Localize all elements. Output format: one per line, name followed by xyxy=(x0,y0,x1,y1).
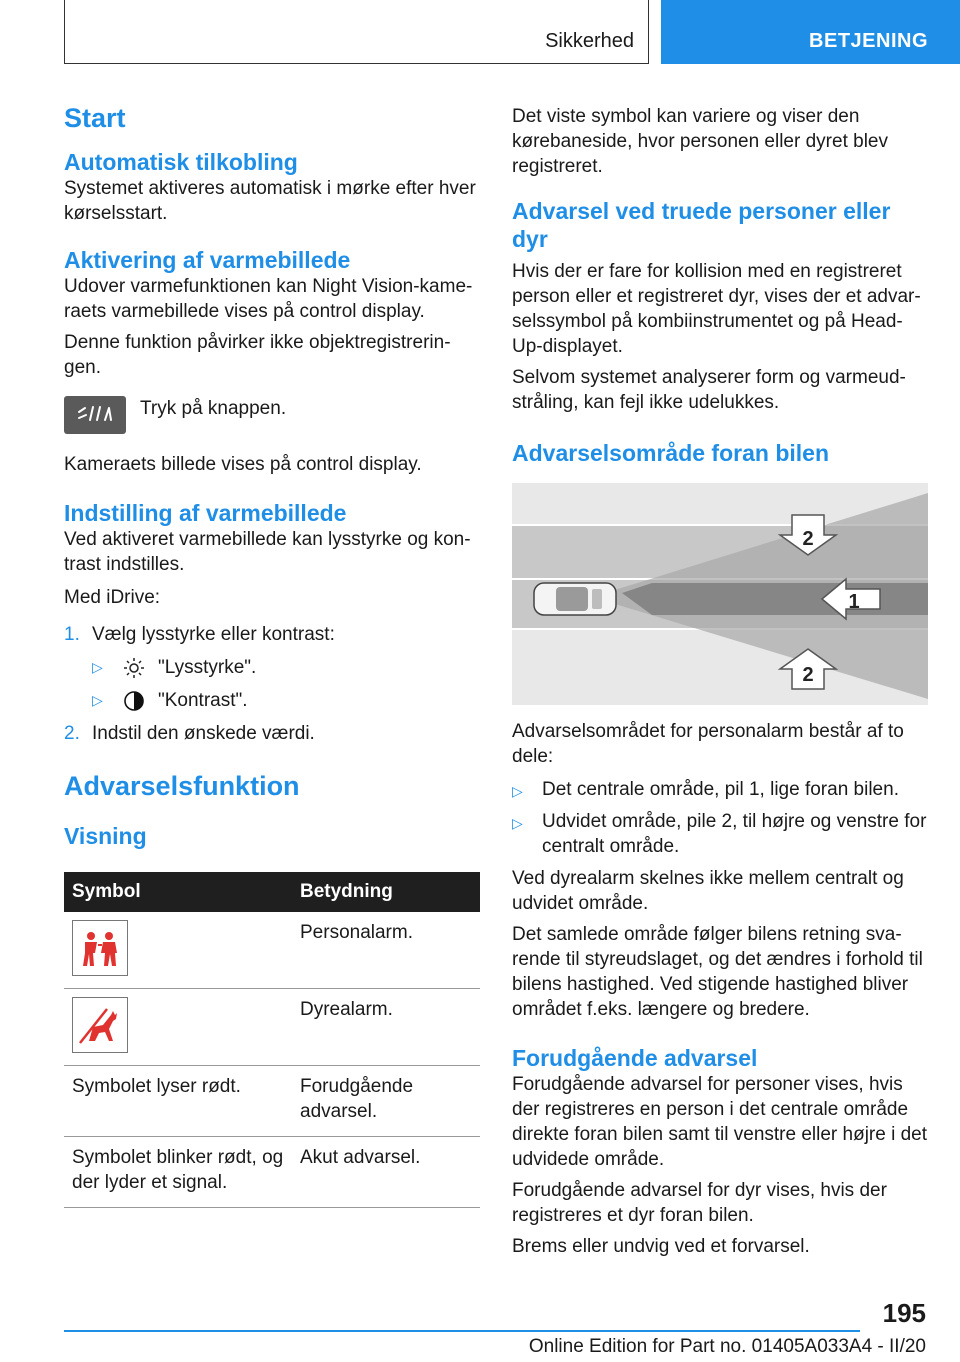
step-number: 1. xyxy=(64,624,80,645)
heading-display: Visning xyxy=(64,823,147,849)
paragraph-pre-3: Brems eller undvig ved et forvarsel. xyxy=(512,1236,810,1257)
step-number: 2. xyxy=(64,723,80,744)
header-chapter-tab[interactable] xyxy=(661,0,960,64)
table-cell-symbol xyxy=(64,912,292,989)
paragraph-symbol: Det viste symbol kan variere og viser den kørebaneside, hvor personen eller dyret blev registreret. xyxy=(512,106,888,177)
paragraph-pre-1: Forudgående advarsel for personer vises, hvis der registreres en person i det centrale område direkte foran bilen samt til venstre eller højre i det udvidede område. xyxy=(512,1074,928,1170)
animal-alarm-icon xyxy=(72,997,128,1053)
sub-item-contrast xyxy=(92,688,480,713)
triangle-bullet-icon: ▷ xyxy=(92,659,103,675)
right-column xyxy=(512,104,928,1259)
svg-text:2: 2 xyxy=(802,664,814,686)
paragraph-idrive: Med iDrive: xyxy=(64,587,161,608)
svg-text:1: 1 xyxy=(848,591,860,613)
heading-zone: Advarselsområde foran bilen xyxy=(512,440,829,466)
night-vision-button-icon[interactable] xyxy=(64,396,126,434)
triangle-bullet-icon: ▷ xyxy=(92,692,103,708)
warning-zone-diagram xyxy=(512,483,928,705)
heading-start: Start xyxy=(64,103,126,133)
footer-edition: Online Edition for Part no. 01405A033A4 - II/20 xyxy=(528,1336,926,1357)
section-title: Sikkerhed xyxy=(545,30,634,52)
list-item xyxy=(512,809,928,859)
heading-settings: Indstilling af varmebillede xyxy=(64,500,347,526)
header-section-tab xyxy=(64,0,649,64)
table-cell-meaning: Akut advarsel. xyxy=(292,1137,480,1208)
step-text: Vælg lysstyrke eller kontrast: xyxy=(92,624,335,645)
step-item xyxy=(64,721,480,746)
triangle-bullet-icon: ▷ xyxy=(512,783,523,799)
svg-text:2: 2 xyxy=(802,528,814,550)
sub-text-brightness: "Lysstyrke". xyxy=(158,657,257,678)
sub-options xyxy=(92,655,480,713)
paragraph-activate-2: Denne funktion påvirker ikke objektregistreringen. xyxy=(64,332,451,378)
paragraph-endangered-1: Hvis der er fare for kollision med en registreret person eller et registreret dyr, vises der et advarselssymbol på kombiinstrumentet og på Head-Up-displayet. xyxy=(512,261,921,357)
table-row xyxy=(64,912,480,989)
page-number: 195 xyxy=(882,1298,926,1328)
table-row xyxy=(64,1137,480,1208)
paragraph-pre-2: Forudgående advarsel for dyr vises, hvis der registreres et dyr foran bilen. xyxy=(512,1180,887,1226)
table-cell-symbol: Symbolet blinker rødt, og der lyder et signal. xyxy=(64,1137,292,1208)
person-alarm-icon xyxy=(72,920,128,976)
paragraph-zone: Advarselsområdet for personalarm består af to dele: xyxy=(512,721,904,767)
sub-text-contrast: "Kontrast". xyxy=(158,690,248,711)
triangle-bullet-icon: ▷ xyxy=(512,815,523,831)
paragraph-settings: Ved aktiveret varmebillede kan lysstyrke og kontrast indstilles. xyxy=(64,529,471,575)
symbol-table xyxy=(64,872,480,1208)
heading-endangered: Advarsel ved truede personer eller dyr xyxy=(512,198,891,252)
sub-item-brightness xyxy=(92,655,480,680)
brightness-icon xyxy=(122,657,146,679)
table-row xyxy=(64,1066,480,1137)
left-column xyxy=(64,100,480,1208)
paragraph-total: Det samlede område følger bilens retning svarende til styreudslaget, og det ændres i forhold til bilens hastighed. Ved stigende hastighed bliver området f.eks. længere og bredere. xyxy=(512,924,923,1020)
paragraph-activate-1: Udover varmefunktionen kan Night Vision-kameraets varmebillede vises på control display. xyxy=(64,276,473,322)
heading-warning: Advarselsfunktion xyxy=(64,771,300,801)
table-row xyxy=(64,989,480,1066)
press-button-text: Tryk på knappen. xyxy=(140,398,287,419)
step-item xyxy=(64,622,480,713)
column-header-meaning: Betydning xyxy=(292,872,480,912)
list-item xyxy=(512,777,928,802)
steps-list xyxy=(64,622,480,746)
footer-divider xyxy=(64,1330,860,1332)
table-cell-meaning: Forudgående advarsel. xyxy=(292,1066,480,1137)
bullet-text: Udvidet område, pile 2, til højre og venstre for centralt område. xyxy=(542,811,927,857)
chapter-title: BETJENING xyxy=(809,30,928,52)
table-cell-meaning: Dyrealarm. xyxy=(292,989,480,1066)
heading-activate: Aktivering af varmebillede xyxy=(64,247,351,273)
paragraph-animal: Ved dyrealarm skelnes ikke mellem centralt og udvidet område. xyxy=(512,868,904,914)
table-cell-meaning: Personalarm. xyxy=(292,912,480,989)
step-text: Indstil den ønskede værdi. xyxy=(92,723,315,744)
press-button-row xyxy=(64,396,480,434)
paragraph-auto: Systemet aktiveres automatisk i mørke efter hver kørselsstart. xyxy=(64,178,476,224)
paragraph-camera: Kameraets billede vises på control display. xyxy=(64,454,422,475)
column-header-symbol: Symbol xyxy=(64,872,292,912)
table-cell-symbol: Symbolet lyser rødt. xyxy=(64,1066,292,1137)
contrast-icon xyxy=(122,690,146,712)
car-icon xyxy=(534,583,616,615)
zone-bullet-list xyxy=(512,777,928,859)
heading-auto: Automatisk tilkobling xyxy=(64,149,298,175)
paragraph-endangered-2: Selvom systemet analyserer form og varmeudstråling, kan fejl ikke udelukkes. xyxy=(512,367,906,413)
bullet-text: Det centrale område, pil 1, lige foran bilen. xyxy=(542,779,899,800)
heading-pre-warning: Forudgående advarsel xyxy=(512,1045,758,1071)
table-cell-symbol xyxy=(64,989,292,1066)
